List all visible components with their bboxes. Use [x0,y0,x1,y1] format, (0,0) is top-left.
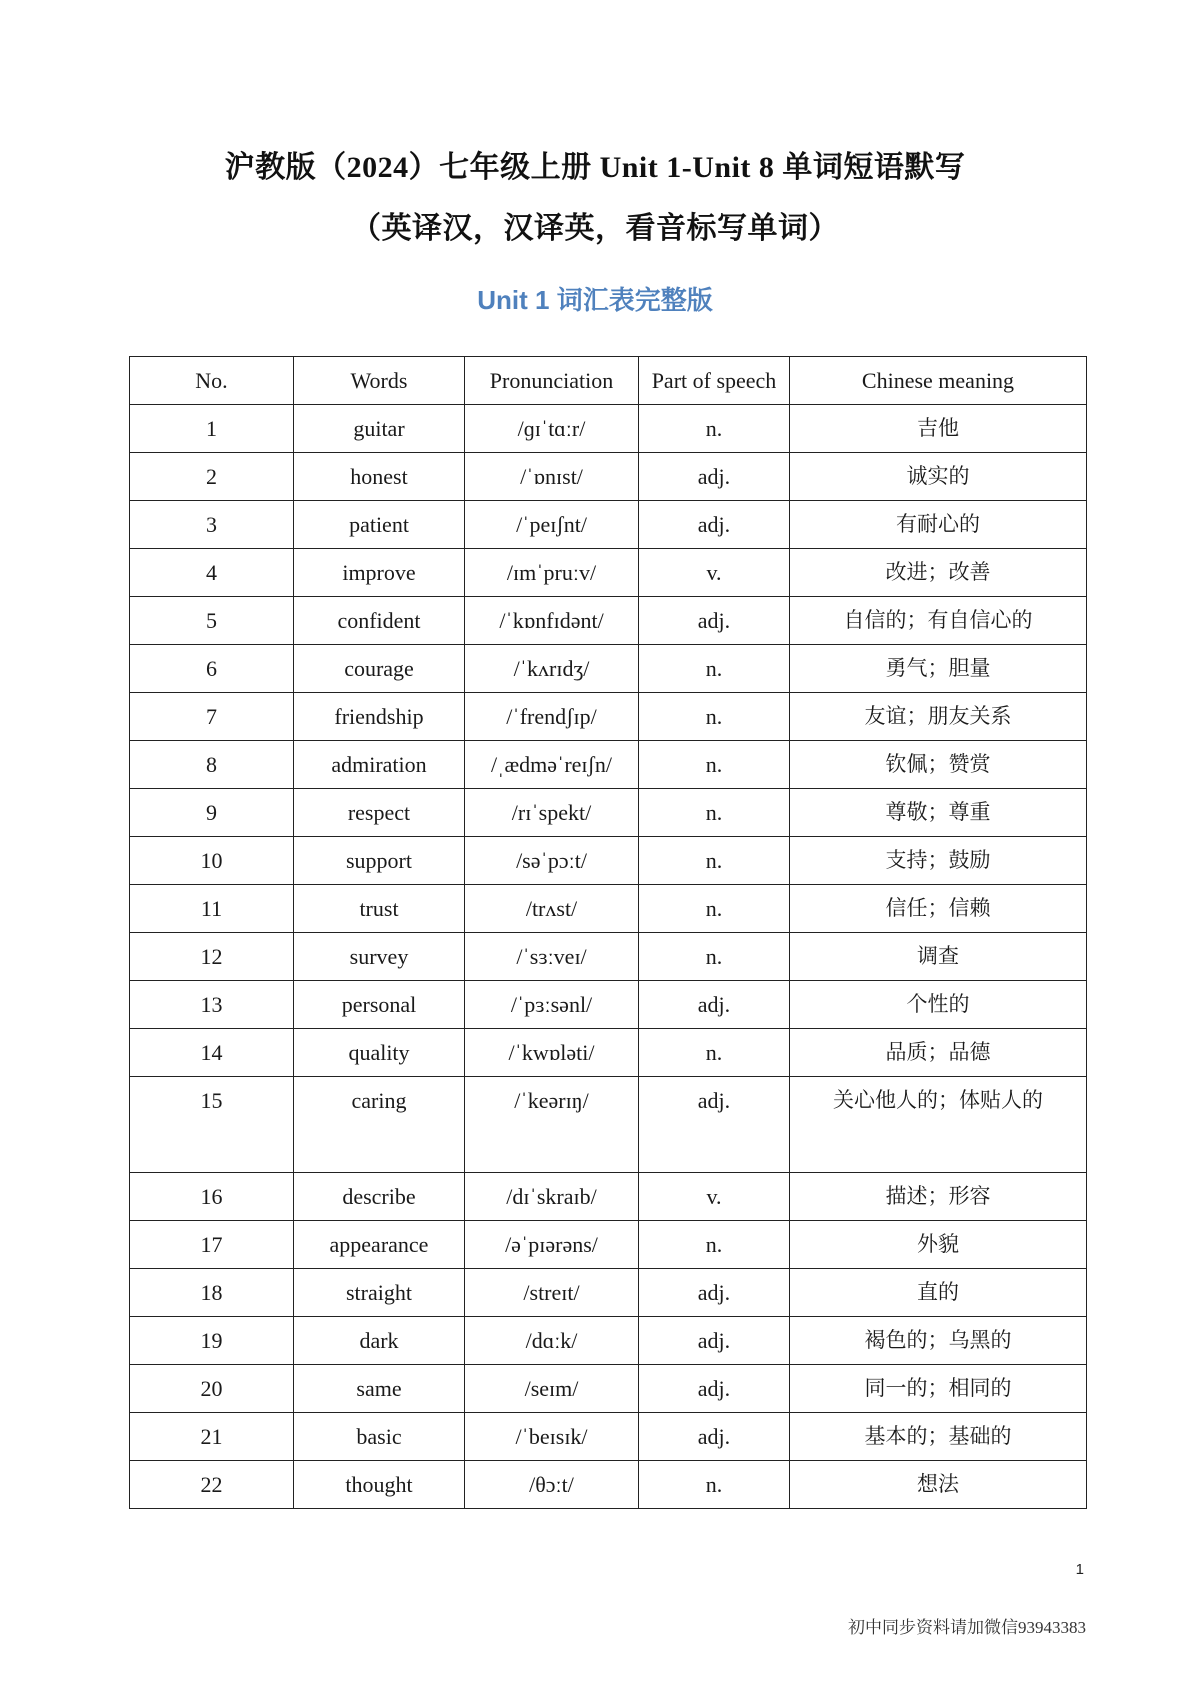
table-row [130,453,1087,501]
cell-no: 20 [130,1365,294,1413]
cell-word: dark [294,1317,465,1365]
cell-pronunciation: /seɪm/ [465,1365,639,1413]
cell-chinese-meaning: 外貌 [790,1221,1087,1269]
unit-heading: Unit 1 词汇表完整版 [477,285,713,315]
cell-part-of-speech: adj. [639,1413,790,1461]
cell-pronunciation: /ˈkwɒləti/ [465,1029,639,1077]
cell-word: friendship [294,693,465,741]
cell-no: 18 [130,1269,294,1317]
cell-word: trust [294,885,465,933]
cell-no: 17 [130,1221,294,1269]
cell-chinese-meaning: 支持；鼓励 [790,837,1087,885]
cell-pronunciation: /ˈpɜːsənl/ [465,981,639,1029]
cell-word: courage [294,645,465,693]
cell-word: improve [294,549,465,597]
cell-chinese-meaning: 尊敬；尊重 [790,789,1087,837]
cell-pronunciation: /dɑːk/ [465,1317,639,1365]
cell-chinese-meaning: 调查 [790,933,1087,981]
cell-chinese-meaning: 关心他人的；体贴人的 [790,1077,1087,1173]
cell-chinese-meaning: 信任；信赖 [790,885,1087,933]
cell-word: honest [294,453,465,501]
cell-chinese-meaning: 吉他 [790,405,1087,453]
header-part-of-speech: Part of speech [639,357,790,405]
cell-chinese-meaning: 同一的；相同的 [790,1365,1087,1413]
cell-pronunciation: /ˌædməˈreɪʃn/ [465,741,639,789]
table-row [130,1173,1087,1221]
cell-chinese-meaning: 个性的 [790,981,1087,1029]
cell-part-of-speech: adj. [639,1077,790,1173]
cell-word: describe [294,1173,465,1221]
cell-part-of-speech: v. [639,549,790,597]
document-title-subline: （英译汉，汉译英，看音标写单词） [351,212,839,245]
table-row [130,693,1087,741]
cell-part-of-speech: adj. [639,1365,790,1413]
cell-no: 8 [130,741,294,789]
cell-part-of-speech: adj. [639,981,790,1029]
cell-word: admiration [294,741,465,789]
cell-no: 5 [130,597,294,645]
cell-word: patient [294,501,465,549]
table-row [130,933,1087,981]
cell-chinese-meaning: 诚实的 [790,453,1087,501]
cell-pronunciation: /trʌst/ [465,885,639,933]
header-words: Words [294,357,465,405]
cell-no: 22 [130,1461,294,1509]
cell-pronunciation: /ˈkɒnfɪdənt/ [465,597,639,645]
table-row [130,837,1087,885]
cell-chinese-meaning: 改进；改善 [790,549,1087,597]
cell-chinese-meaning: 基本的；基础的 [790,1413,1087,1461]
header-chinese-meaning: Chinese meaning [790,357,1087,405]
cell-pronunciation: /ɪmˈpruːv/ [465,549,639,597]
cell-part-of-speech: n. [639,645,790,693]
cell-part-of-speech: n. [639,1221,790,1269]
cell-word: support [294,837,465,885]
table-row [130,1077,1087,1173]
table-row [130,597,1087,645]
cell-no: 2 [130,453,294,501]
table-row [130,1461,1087,1509]
cell-pronunciation: /θɔːt/ [465,1461,639,1509]
cell-part-of-speech: n. [639,1029,790,1077]
table-row [130,885,1087,933]
cell-word: quality [294,1029,465,1077]
cell-part-of-speech: n. [639,1461,790,1509]
cell-chinese-meaning: 自信的；有自信心的 [790,597,1087,645]
cell-word: same [294,1365,465,1413]
cell-pronunciation: /ˈkʌrɪdʒ/ [465,645,639,693]
cell-no: 6 [130,645,294,693]
cell-pronunciation: /əˈpɪərəns/ [465,1221,639,1269]
cell-part-of-speech: adj. [639,501,790,549]
table-row [130,1221,1087,1269]
cell-pronunciation: /ˈsɜːveɪ/ [465,933,639,981]
cell-part-of-speech: n. [639,789,790,837]
cell-word: straight [294,1269,465,1317]
cell-pronunciation: /dɪˈskraɪb/ [465,1173,639,1221]
cell-pronunciation: /ˈfrendʃɪp/ [465,693,639,741]
cell-pronunciation: /rɪˈspekt/ [465,789,639,837]
vocabulary-table [129,356,1087,1509]
cell-no: 9 [130,789,294,837]
cell-chinese-meaning: 想法 [790,1461,1087,1509]
cell-chinese-meaning: 钦佩；赞赏 [790,741,1087,789]
cell-chinese-meaning: 友谊；朋友关系 [790,693,1087,741]
table-row [130,789,1087,837]
cell-pronunciation: /ˈbeɪsɪk/ [465,1413,639,1461]
table-row [130,1413,1087,1461]
cell-no: 19 [130,1317,294,1365]
page-number: 1 [1075,1561,1084,1578]
cell-part-of-speech: n. [639,693,790,741]
cell-part-of-speech: adj. [639,597,790,645]
cell-part-of-speech: adj. [639,1317,790,1365]
table-row [130,645,1087,693]
cell-part-of-speech: n. [639,837,790,885]
table-row [130,1029,1087,1077]
table-row [130,1269,1087,1317]
cell-no: 3 [130,501,294,549]
footer-note: 初中同步资料请加微信93943383 [848,1618,1086,1637]
table-row [130,549,1087,597]
cell-chinese-meaning: 品质；品德 [790,1029,1087,1077]
cell-part-of-speech: n. [639,933,790,981]
table-row [130,405,1087,453]
header-no: No. [130,357,294,405]
cell-word: appearance [294,1221,465,1269]
cell-chinese-meaning: 描述；形容 [790,1173,1087,1221]
cell-part-of-speech: adj. [639,453,790,501]
cell-no: 21 [130,1413,294,1461]
cell-pronunciation: /səˈpɔːt/ [465,837,639,885]
cell-no: 16 [130,1173,294,1221]
table-header-row [130,357,1087,405]
cell-no: 13 [130,981,294,1029]
header-pronunciation: Pronunciation [465,357,639,405]
table-body [130,405,1087,1509]
cell-no: 14 [130,1029,294,1077]
document-title: 沪教版（2024）七年级上册 Unit 1-Unit 8 单词短语默写 [224,151,966,184]
cell-part-of-speech: v. [639,1173,790,1221]
cell-word: caring [294,1077,465,1173]
cell-word: respect [294,789,465,837]
cell-no: 7 [130,693,294,741]
cell-part-of-speech: adj. [639,1269,790,1317]
cell-chinese-meaning: 勇气；胆量 [790,645,1087,693]
cell-word: basic [294,1413,465,1461]
cell-word: thought [294,1461,465,1509]
cell-chinese-meaning: 直的 [790,1269,1087,1317]
table-row [130,1365,1087,1413]
cell-word: confident [294,597,465,645]
cell-no: 11 [130,885,294,933]
cell-part-of-speech: n. [639,885,790,933]
cell-no: 1 [130,405,294,453]
cell-no: 10 [130,837,294,885]
table-row [130,1317,1087,1365]
cell-part-of-speech: n. [639,405,790,453]
cell-pronunciation: /ˈkeərɪŋ/ [465,1077,639,1173]
cell-pronunciation: /ɡɪˈtɑːr/ [465,405,639,453]
cell-no: 15 [130,1077,294,1173]
cell-chinese-meaning: 有耐心的 [790,501,1087,549]
cell-part-of-speech: n. [639,741,790,789]
cell-word: personal [294,981,465,1029]
cell-no: 4 [130,549,294,597]
table-row [130,741,1087,789]
cell-no: 12 [130,933,294,981]
cell-word: survey [294,933,465,981]
cell-chinese-meaning: 褐色的；乌黑的 [790,1317,1087,1365]
cell-word: guitar [294,405,465,453]
cell-pronunciation: /streɪt/ [465,1269,639,1317]
cell-pronunciation: /ˈɒnɪst/ [465,453,639,501]
table-row [130,981,1087,1029]
cell-pronunciation: /ˈpeɪʃnt/ [465,501,639,549]
table-row [130,501,1087,549]
